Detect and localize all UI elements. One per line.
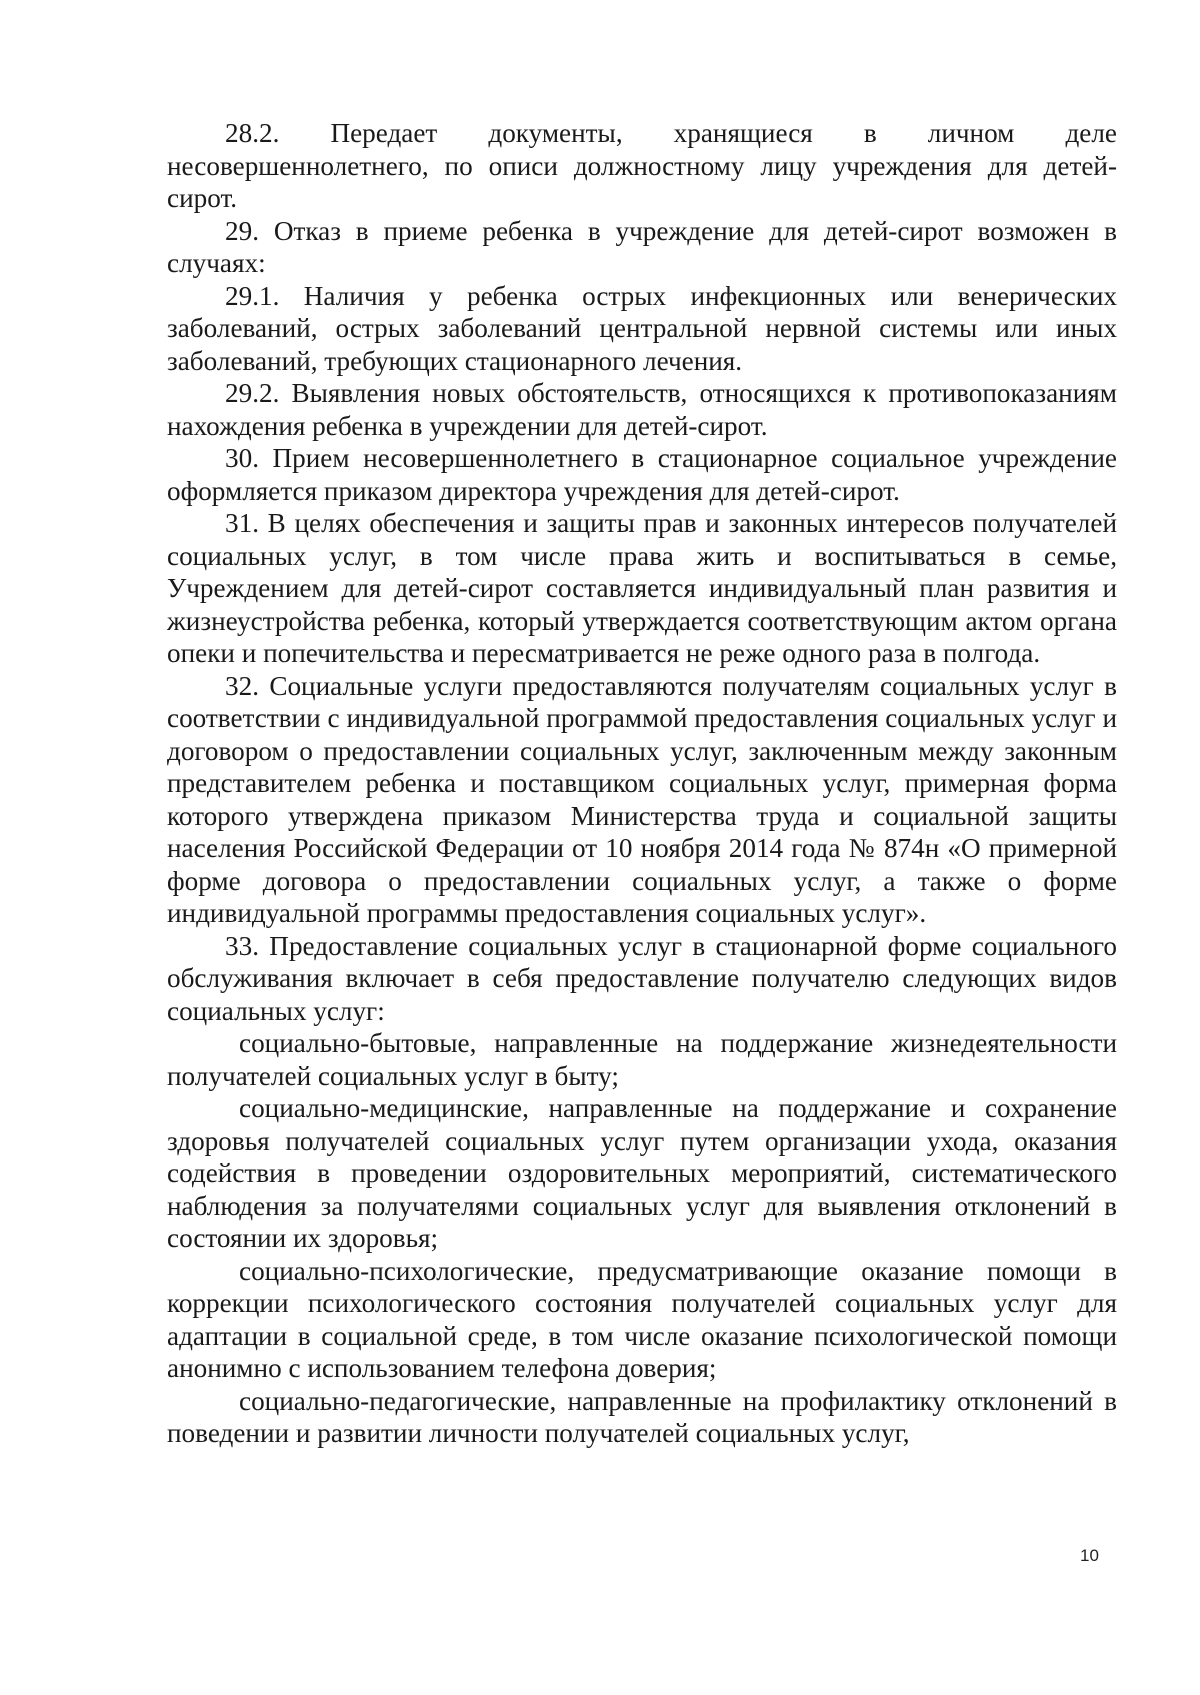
paragraph-33: 33. Предоставление социальных услуг в стационарной форме социального обслуживания включает в себя предоставление получателю следующих видов социальных услуг:	[167, 930, 1117, 1026]
paragraph-29-2: 29.2. Выявления новых обстоятельств, относящихся к противопоказаниям нахождения ребенка в учреждении для детей-сирот.	[167, 378, 1117, 441]
paragraph-28-2: 28.2. Передает документы, хранящиеся в личном деле несовершеннолетнего, по описи должностному лицу учреждения для детей-сирот.	[167, 118, 1117, 213]
service-type-social-medical: социально-медицинские, направленные на поддержание и сохранение здоровья получателей социальных услуг путем организации ухода, оказания содействия в проведении оздоровительных мероприятий, систематического наблюдения за получателями социальных услуг для выявления отклонений в состоянии их здоровья;	[167, 1093, 1117, 1253]
paragraph-30: 30. Прием несовершеннолетнего в стационарное социальное учреждение оформляется приказом директора учреждения для детей-сирот.	[167, 443, 1117, 506]
paragraph-29: 29. Отказ в приеме ребенка в учреждение для детей-сирот возможен в случаях:	[167, 215, 1117, 278]
page-number: 10	[1080, 1546, 1099, 1565]
paragraph-29-1: 29.1. Наличия у ребенка острых инфекционных или венерических заболеваний, острых заболеваний центральной нервной системы или иных заболеваний, требующих стационарного лечения.	[167, 280, 1117, 376]
service-type-social-pedagogical: социально-педагогические, направленные на профилактику отклонений в поведении и развитии личности получателей социальных услуг,	[167, 1385, 1117, 1448]
service-type-social-household: социально-бытовые, направленные на поддержание жизнедеятельности получателей социальных услуг в быту;	[167, 1028, 1117, 1091]
paragraph-32: 32. Социальные услуги предоставляются получателям социальных услуг в соответствии с индивидуальной программой предоставления социальных услуг и договором о предоставлении социальных услуг, заключенным между законным представителем ребенка и поставщиком социальных услуг, примерная форма которого утверждена приказом Министерства труда и социальной защиты населения Российской Федерации от 10 ноября 2014 года № 874н «О примерной форме договора о предоставлении социальных услуг, а также о форме индивидуальной программы предоставления социальных услуг».	[167, 670, 1117, 928]
paragraph-31: 31. В целях обеспечения и защиты прав и законных интересов получателей социальных услуг, в том числе права жить и воспитываться в семье, Учреждением для детей-сирот составляется индивидуальный план развития и жизнеустройства ребенка, который утверждается соответствующим актом органа опеки и попечительства и пересматривается не реже одного раза в полгода.	[167, 508, 1117, 668]
service-type-social-psychological: социально-психологические, предусматривающие оказание помощи в коррекции психологического состояния получателей социальных услуг для адаптации в социальной среде, в том числе оказание психологической помощи анонимно с использованием телефона доверия;	[167, 1255, 1117, 1383]
document-body	[167, 117, 1117, 1450]
